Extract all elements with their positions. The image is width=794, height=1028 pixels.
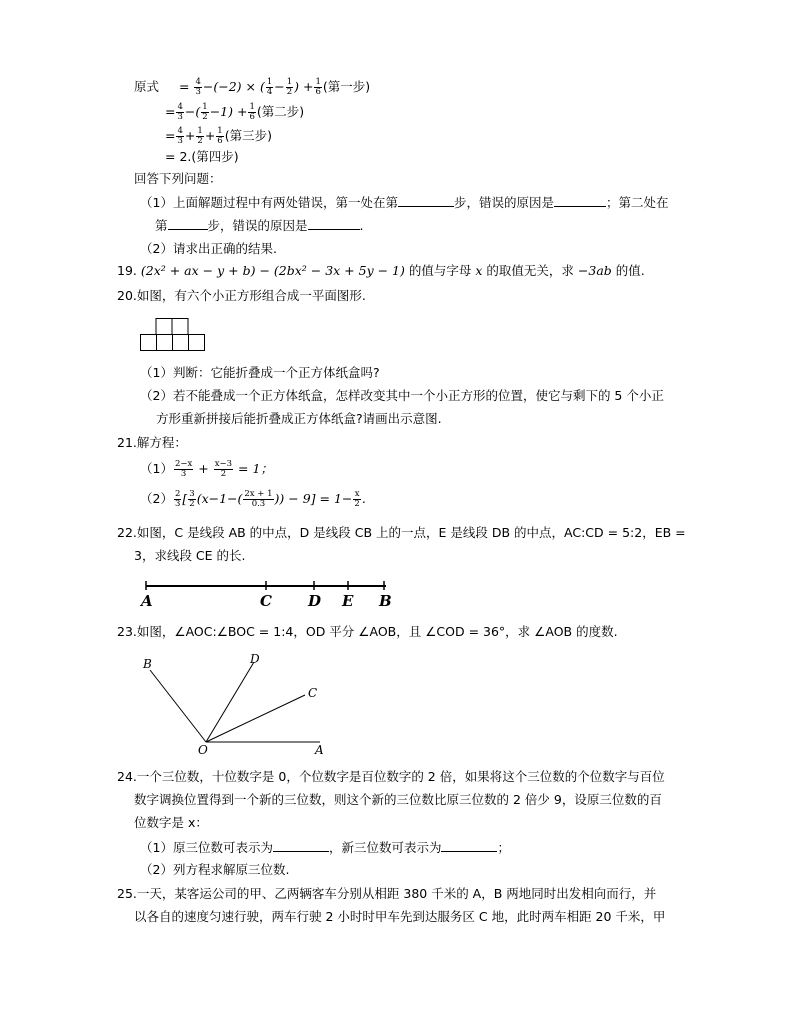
p18-step4: = 2.(第四步) [165, 149, 239, 164]
p20-q1: （1）判断：它能折叠成一个正方体纸盒吗? [140, 365, 380, 380]
ray-oc [206, 695, 305, 742]
answer-blank[interactable] [554, 193, 606, 207]
frac: $\frac{4}{3}$ [195, 77, 201, 97]
p21-eq2: （2） $\frac{2}{3}$ [ $\frac{3}{2}$ (x−1−( $\frac{2x + 1}{0.3}$ )) − 9] = 1− $\frac{x}{2}$ . [140, 489, 366, 509]
square [189, 335, 205, 351]
answer-blank[interactable] [168, 216, 208, 230]
square [172, 319, 188, 335]
problem-24-line2: 数字调换位置得到一个新的三位数，则这个新的三位数比原三位数的 2 倍少 9，设原三位数的百 [134, 792, 662, 807]
frac: $\frac{3}{2}$ [189, 489, 195, 509]
p24-q1: （1）原三位数可表示为 ，新三位数可表示为 ； [140, 840, 510, 855]
label-o: O [198, 743, 208, 757]
answer-blank[interactable] [398, 193, 454, 207]
label-c: C [308, 686, 318, 700]
answer-blank[interactable] [273, 838, 329, 852]
frac: $\frac{1}{2}$ [286, 77, 293, 97]
ray-od [206, 662, 254, 742]
p18-step1: 原式 = $\frac{4}{3}$ −(−2) × ( $\frac{1}{4}$ − $\frac{1}{2}$ ) + $\frac{1}{6}$ (第一步) [134, 77, 371, 97]
problem-24-line3: 位数字是 x： [134, 815, 208, 830]
problem-21: 21.解方程： [117, 435, 187, 450]
label-d: D [250, 652, 260, 666]
p20-q2-line2: 方形重新拼接后能折叠成正方体纸盒?请画出示意图. [156, 411, 442, 426]
frac: $\frac{1}{6}$ [217, 126, 223, 146]
square [157, 335, 173, 351]
p18-q2: （2）请求出正确的结果. [140, 241, 277, 256]
frac: $\frac{4}{3}$ [177, 102, 183, 122]
square [173, 335, 189, 351]
label-b: B [379, 592, 392, 610]
frac: $\frac{1}{2}$ [197, 126, 203, 146]
frac: $\frac{2x + 1}{0.3}$ [244, 489, 273, 509]
problem-22-line2: 3，求线段 CE 的长. [134, 548, 246, 563]
p18-q1-line1: （1）上面解题过程中有两处错误，第一处在第 步，错误的原因是 ；第二处在 [140, 195, 669, 210]
problem-25-line2: 以各自的速度匀速行驶，两车行驶 2 小时时甲车先到达服务区 C 地，此时两车相距 20 千米，甲 [134, 909, 666, 924]
frac: $\frac{1}{6}$ [249, 102, 255, 122]
p18-label: 原式 [134, 79, 160, 94]
problem-22-line1: 22.如图，C 是线段 AB 的中点，D 是线段 CB 上的一点，E 是线段 DB 的中点，AC:CD = 5:2，EB = [117, 525, 686, 540]
p18-step3: = $\frac{4}{3}$ + $\frac{1}{2}$ + $\frac{1}{6}$ (第三步) [165, 126, 272, 146]
ray-ob [150, 670, 206, 742]
label-b: B [143, 657, 152, 671]
p18-q1-line2: 第 步，错误的原因是 . [155, 218, 364, 233]
segment-diagram [140, 580, 400, 612]
problem-23: 23.如图，∠AOC:∠BOC = 1:4，OD 平分 ∠AOB，且 ∠COD = 36°，求 ∠AOB 的度数. [117, 624, 618, 639]
p24-q2: （2）列方程求解原三位数. [140, 862, 290, 877]
p20-q2-line1: （2）若不能叠成一个正方体纸盒，怎样改变其中一个小正方形的位置，使它与剩下的 5 个小正 [140, 388, 664, 403]
frac: $\frac{1}{4}$ [266, 77, 273, 97]
problem-24-line1: 24.一个三位数，十位数字是 0，个位数字是百位数字的 2 倍，如果将这个三位数的个位数字与百位 [117, 769, 665, 784]
frac: $\frac{2-x}{3}$ [174, 459, 193, 479]
answer-blank[interactable] [441, 838, 497, 852]
label-c: C [260, 592, 272, 610]
frac: $\frac{x}{2}$ [354, 489, 360, 509]
frac: $\frac{2}{3}$ [174, 489, 181, 509]
label-e: E [342, 592, 354, 610]
frac: $\frac{1}{6}$ [315, 77, 321, 97]
label-a: A [315, 743, 324, 757]
frac: $\frac{4}{3}$ [177, 126, 183, 146]
p21-eq1: （1） $\frac{2-x}{3}$ + $\frac{x-3}{2}$ = 1； [140, 459, 273, 479]
square [141, 335, 157, 351]
angle-diagram [140, 650, 340, 760]
p18-step2: = $\frac{4}{3}$ −( $\frac{1}{2}$ −1) + $\frac{1}{6}$ (第二步) [165, 102, 305, 122]
problem-19: 19. (2x² + ax − y + b) − (2bx² − 3x + 5y − 1) 的值与字母 x 的取值无关，求 −3ab 的值. [117, 263, 645, 278]
answer-prompt: 回答下列问题： [134, 171, 222, 186]
frac: $\frac{x-3}{2}$ [214, 459, 233, 479]
six-squares-figure [140, 318, 206, 353]
problem-25-line1: 25.一天，某客运公司的甲、乙两辆客车分别从相距 380 千米的 A，B 两地同时出发相向而行，并 [117, 886, 657, 901]
answer-blank[interactable] [308, 216, 360, 230]
problem-20: 20.如图，有六个小正方形组合成一平面图形. [117, 288, 366, 303]
label-a: A [141, 592, 153, 610]
square [156, 319, 172, 335]
label-d: D [308, 592, 322, 610]
frac: $\frac{1}{2}$ [202, 102, 208, 122]
